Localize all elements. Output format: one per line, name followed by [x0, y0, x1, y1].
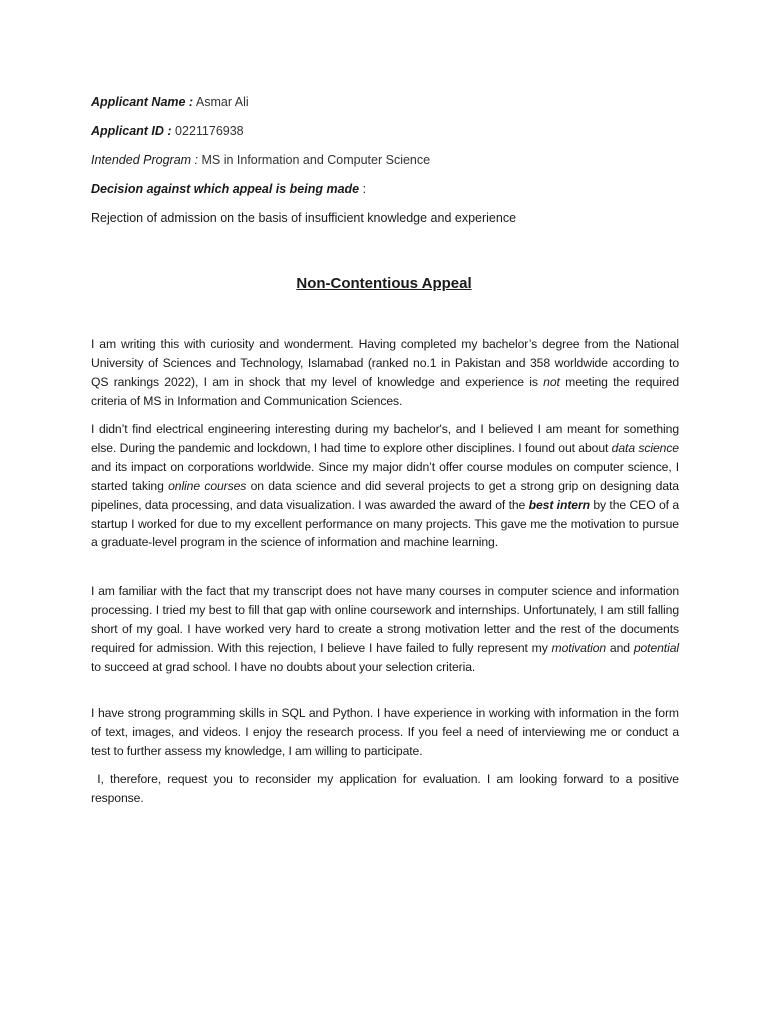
paragraph-3: I am familiar with the fact that my transcript does not have many courses in computer science and information processing. I tried my best to fill that gap with online coursework and internships. Unfortunately, I am still falling short of my goal. I have worked very hard to create a strong motivation letter and the rest of the documents required for admission. With this rejection, I believe I have failed to fully represent my motivation and potential to succeed at grad school. I have no doubts about your selection criteria. — [91, 584, 679, 674]
page-title: Non-Contentious Appeal — [296, 275, 472, 292]
applicant-name-value: Asmar Ali — [193, 95, 249, 109]
decision-line — [91, 181, 366, 197]
paragraph-4: I have strong programming skills in SQL and Python. I have experience in working with information in the form of text, images, and videos. I enjoy the research process. If you feel a need of interviewing me or conduct a test to further assess my knowledge, I am willing to participate. — [91, 706, 679, 758]
applicant-id-line — [91, 123, 244, 139]
decision-colon: : — [359, 182, 367, 196]
emphasis-potential: potential — [633, 640, 679, 655]
paragraph-5: I, therefore, request you to reconsider my application for evaluation. I am looking forward to a positive response. — [91, 772, 683, 805]
emphasis-online-courses: online courses — [168, 478, 247, 493]
applicant-name-line — [91, 94, 249, 110]
applicant-id-label: Applicant ID : — [91, 124, 172, 138]
intended-program-label: Intended Program : — [91, 153, 199, 167]
applicant-id-value: 0221176938 — [171, 124, 244, 138]
emphasis-data-science: data science — [611, 440, 679, 455]
emphasis-not: not — [543, 374, 560, 389]
applicant-name-label: Applicant Name : — [91, 95, 194, 109]
emphasis-motivation: motivation — [551, 640, 607, 655]
intended-program-line — [91, 152, 430, 168]
decision-label: Decision against which appeal is being made — [91, 182, 360, 196]
emphasis-best-intern: best intern — [528, 497, 590, 512]
decision-text: Rejection of admission on the basis of insufficient knowledge and experience — [91, 211, 517, 225]
intended-program-value: MS in Information and Computer Science — [198, 153, 431, 167]
paragraph-2: I didn’t find electrical engineering interesting during my bachelor's, and I believed I am meant for something else. During the pandemic and lockdown, I had time to explore other disciplines. I found out about data science and its impact on corporations worldwide. Since my major didn’t offer course modules on computer science, I started taking online courses on data science and did several projects to get a strong grip on designing data pipelines, data processing, and data visualization. I was awarded the award of the best intern by the CEO of a startup I worked for due to my excellent performance on many projects. This gave me the motivation to pursue a graduate-level program in the science of information and machine learning. — [91, 422, 680, 550]
paragraph-1: I am writing this with curiosity and wonderment. Having completed my bachelor’s degree from the National University of Sciences and Technology, Islamabad (ranked no.1 in Pakistan and 358 worldwide according to QS rankings 2022), I am in shock that my level of knowledge and experience is not meeting the required criteria of MS in Information and Communication Sciences. — [91, 337, 679, 408]
